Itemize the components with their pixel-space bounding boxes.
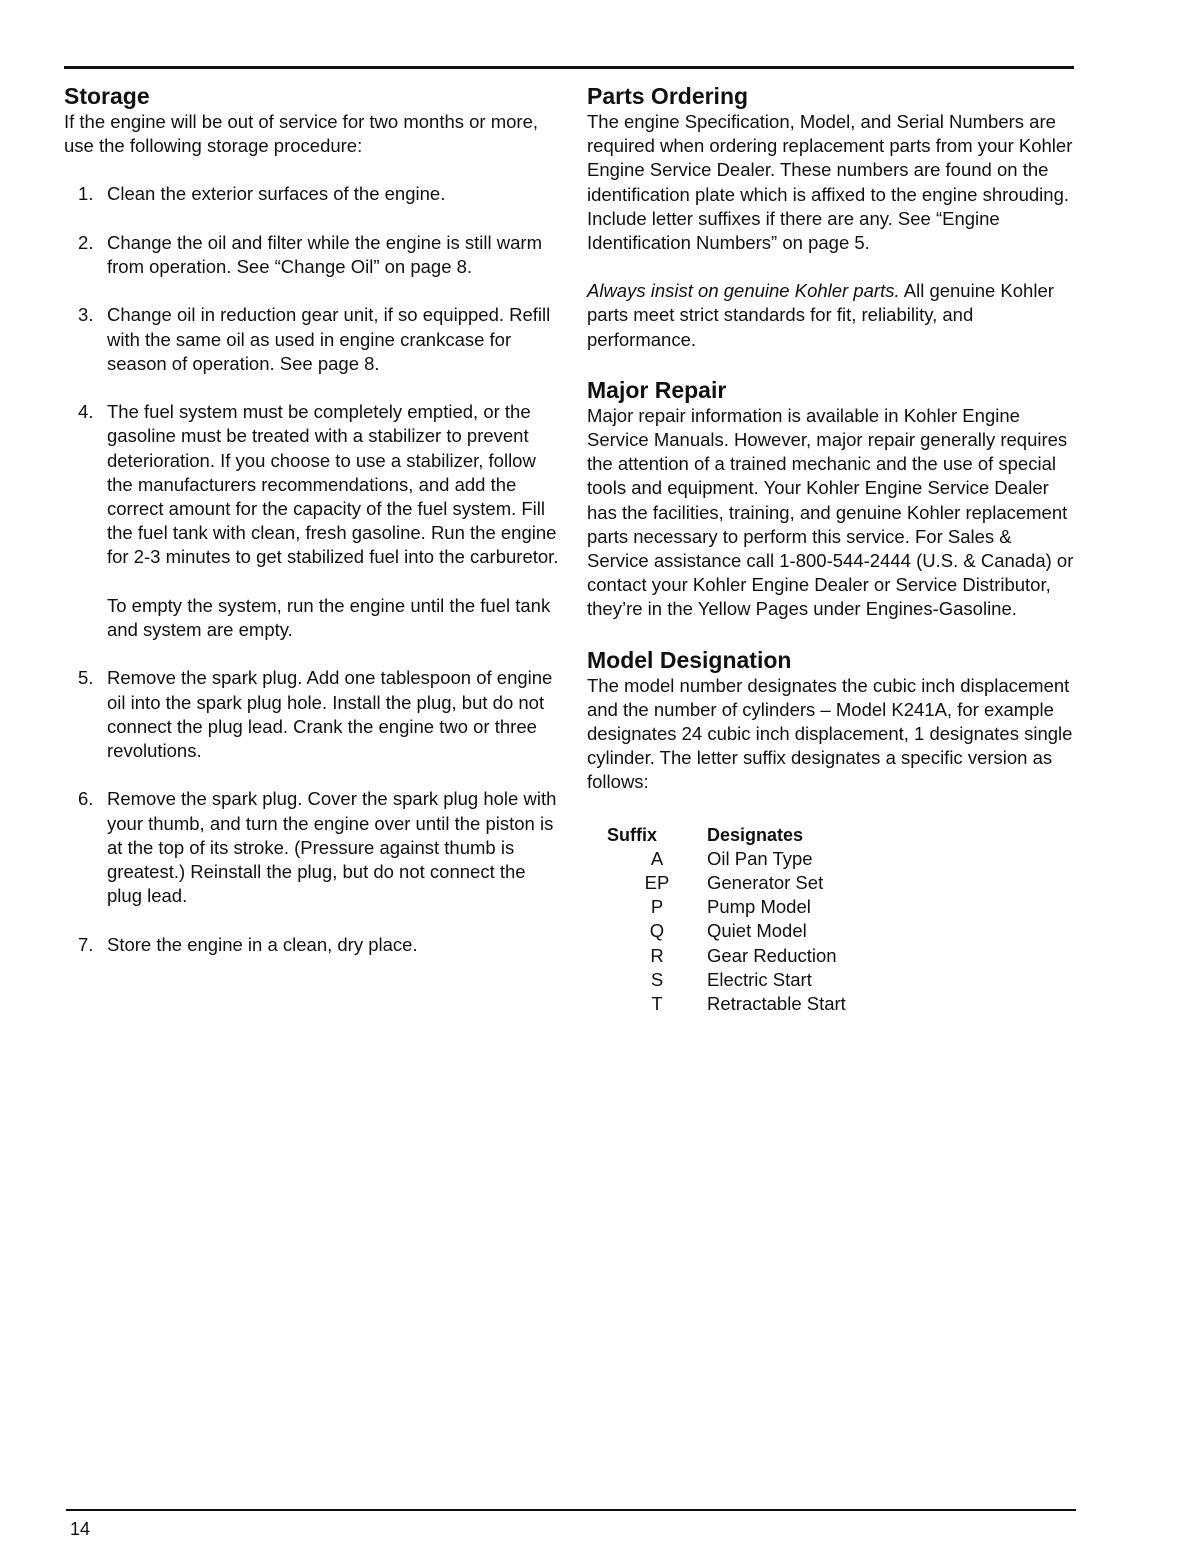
major-repair-text: Major repair information is available in Kohler Engine Service Manuals. However, major repair generally requires the attention of a trained mechanic and the use of special tools and equipment. Your Kohler Engine Service Dealer has the facilities, training, and genuine Kohler replacement parts necessary to perform this service. For Sales & Service assistance call 1-800-544-2444 (U.S. & Canada) or contact your Kohler Engine Dealer or Service Distributor, they’re in the Yellow Pages under Engines-Gasoline. xyxy=(587,404,1074,620)
table-row: A Oil Pan Type xyxy=(650,847,813,869)
storage-intro: If the engine will be out of service for two months or more, use the following storage procedure: xyxy=(64,111,539,157)
table-header-row xyxy=(607,823,846,847)
table-row: R Gear Reduction xyxy=(650,944,837,966)
storage-step: 7. Store the engine in a clean, dry place. xyxy=(78,933,418,955)
parts-ordering-heading: Parts Ordering xyxy=(587,83,749,109)
suffix-column-header: Suffix xyxy=(607,824,658,845)
storage-step: 2. Change the oil and filter while the engine is still warm from operation. See “Change Oil” on page 8. xyxy=(78,231,542,277)
major-repair-heading: Major Repair xyxy=(587,376,727,403)
storage-steps xyxy=(64,182,564,956)
right-column xyxy=(587,82,1077,1016)
table-row: Q Quiet Model xyxy=(649,920,807,942)
table-row: P Pump Model xyxy=(650,896,811,918)
page-number: 14 xyxy=(70,1519,91,1539)
storage-step: 6. Remove the spark plug. Cover the spark plug hole with your thumb, and turn the engine over until the piston is at the top of its stroke. (Pressure against thumb is greatest.) Reinstall the plug, but do not connect the plug lead. xyxy=(78,788,557,907)
storage-step: 5. Remove the spark plug. Add one tablespoon of engine oil into the spark plug hole. Install the plug, but do not connect the plug lead. Crank the engine two or three revolutions. xyxy=(78,667,553,761)
genuine-parts-emphasis: Always insist on genuine Kohler parts. xyxy=(587,280,900,302)
bottom-rule xyxy=(66,1509,1076,1511)
storage-step: 1. Clean the exterior surfaces of the engine. xyxy=(78,183,446,205)
storage-step-note: To empty the system, run the engine until the fuel tank and system are empty. xyxy=(107,594,551,640)
suffix-table xyxy=(607,823,846,1017)
designates-column-header: Designates xyxy=(707,824,804,845)
left-column xyxy=(64,82,564,981)
model-designation-text: The model number designates the cubic inch displacement and the number of cylinders – Model K241A, for example designates 24 cubic inch displacement, 1 designates single cylinder. The letter suffix designates a specific version as follows: xyxy=(587,674,1073,793)
table-row: T Retractable Start xyxy=(651,993,846,1015)
storage-step: 3. Change oil in reduction gear unit, if so equipped. Refill with the same oil as used in engine crankcase for season of operation. See page 8. xyxy=(78,304,551,374)
table-row: S Electric Start xyxy=(650,968,812,990)
top-rule xyxy=(64,66,1074,69)
parts-ordering-note: Always insist on genuine Kohler parts. All genuine Kohler parts meet strict standards for fit, reliability, and performance. xyxy=(587,280,1054,350)
storage-heading: Storage xyxy=(64,83,150,109)
storage-step: 4. The fuel system must be completely emptied, or the gasoline must be treated with a stabilizer to prevent deterioration. If you choose to use a stabilizer, follow the manufacturers recommendations, and add the correct amount for the capacity of the fuel system. Fill the fuel tank with clean, fresh gasoline. Run the engine for 2-3 minutes to get stabilized fuel into the carburetor. To empty the system, run the engine until the fuel tank and system are empty. xyxy=(64,400,564,642)
model-designation-heading: Model Designation xyxy=(587,646,792,673)
table-row: EP Generator Set xyxy=(644,872,824,894)
parts-ordering-text: The engine Specification, Model, and Serial Numbers are required when ordering replacement parts from your Kohler Engine Service Dealer. These numbers are found on the identification plate which is affixed to the engine shrouding. Include letter suffixes if there are any. See “Engine Identification Numbers” on page 5. xyxy=(587,111,1073,254)
